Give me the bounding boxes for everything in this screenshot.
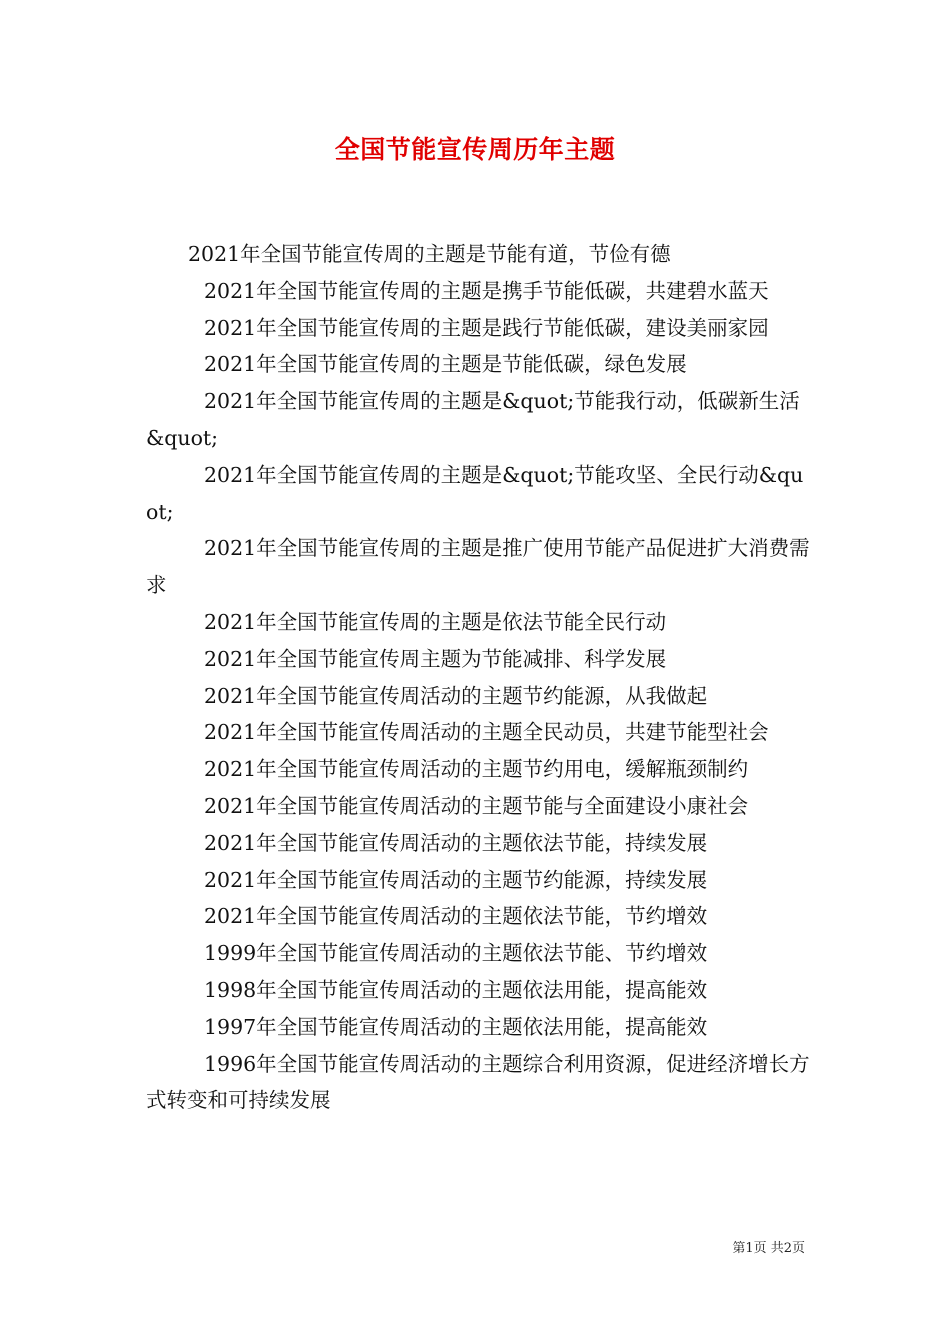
- paragraph: 2021年全国节能宣传周的主题是推广使用节能产品促进扩大消费需求: [146, 536, 810, 598]
- paragraph: 2021年全国节能宣传周活动的主题节能与全面建设小康社会: [204, 793, 749, 818]
- paragraph: 2021年全国节能宣传周活动的主题依法节能，持续发展: [204, 830, 708, 855]
- document-title: 全国节能宣传周历年主题: [334, 135, 616, 164]
- paragraph: 1997年全国节能宣传周活动的主题依法用能，提高能效: [204, 1014, 708, 1039]
- paragraph: 2021年全国节能宣传周活动的主题节约能源，从我做起: [204, 683, 708, 708]
- document-body: [146, 236, 810, 1119]
- paragraph: 2021年全国节能宣传周的主题是节能低碳，绿色发展: [204, 352, 687, 377]
- paragraph: 1998年全国节能宣传周活动的主题依法用能，提高能效: [204, 977, 708, 1002]
- paragraph: 2021年全国节能宣传周的主题是践行节能低碳，建设美丽家园: [204, 315, 769, 340]
- paragraph: 2021年全国节能宣传周主题为节能减排、科学发展: [204, 646, 667, 671]
- paragraph: 2021年全国节能宣传周活动的主题依法节能，节约增效: [204, 904, 708, 929]
- paragraph: 2021年全国节能宣传周活动的主题节约用电，缓解瓶颈制约: [204, 757, 749, 782]
- page-number-footer: 第1页 共2页: [732, 1241, 805, 1256]
- paragraph: 2021年全国节能宣传周的主题是依法节能全民行动: [204, 609, 667, 634]
- paragraph: 1996年全国节能宣传周活动的主题综合利用资源，促进经济增长方式转变和可持续发展: [146, 1051, 810, 1113]
- paragraph: 2021年全国节能宣传周的主题是&quot;节能我行动，低碳新生活&quot;: [146, 389, 800, 450]
- paragraph: 2021年全国节能宣传周活动的主题全民动员，共建节能型社会: [204, 720, 769, 745]
- paragraph: 2021年全国节能宣传周活动的主题节约能源，持续发展: [204, 867, 708, 892]
- paragraph: 2021年全国节能宣传周的主题是携手节能低碳，共建碧水蓝天: [204, 278, 769, 303]
- paragraph: 2021年全国节能宣传周的主题是节能有道，节俭有德: [188, 242, 671, 266]
- paragraph: 1999年全国节能宣传周活动的主题依法节能、节约增效: [204, 941, 708, 966]
- paragraph: 2021年全国节能宣传周的主题是&quot;节能攻坚、全民行动&quot;: [146, 462, 804, 524]
